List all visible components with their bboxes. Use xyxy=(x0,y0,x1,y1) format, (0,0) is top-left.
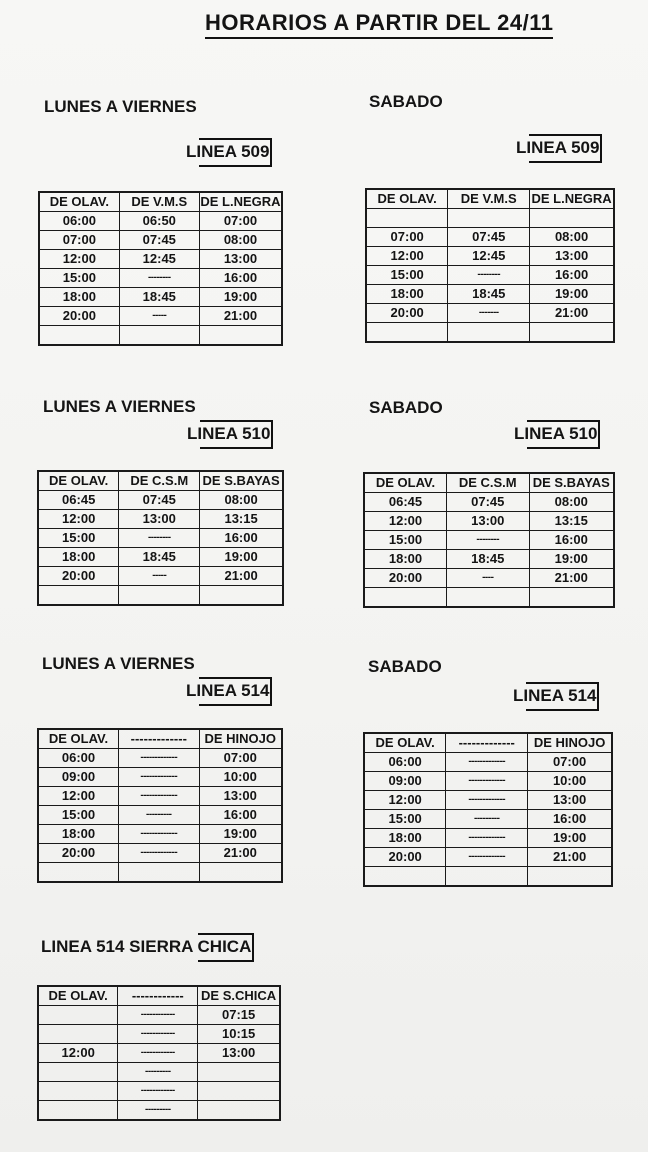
table-cell: 12:00 xyxy=(39,250,119,269)
table-cell xyxy=(119,863,200,883)
table-cell: 06:50 xyxy=(119,212,199,231)
column-header: DE OLAV. xyxy=(38,986,118,1006)
table-row xyxy=(364,493,614,512)
table-row xyxy=(364,550,614,569)
table-cell: 07:45 xyxy=(119,491,200,510)
table-row xyxy=(38,586,283,606)
table-cell: 06:45 xyxy=(38,491,119,510)
table-cell: 13:15 xyxy=(529,512,614,531)
table-row xyxy=(38,863,282,883)
table-row xyxy=(38,787,282,806)
table-cell: ------------ xyxy=(118,1082,198,1101)
table-cell: 12:00 xyxy=(364,791,446,810)
table-cell: 19:00 xyxy=(529,550,614,569)
table-cell: --------- xyxy=(118,1101,198,1121)
table-row xyxy=(39,288,282,307)
table-row xyxy=(38,1006,280,1025)
table-cell: -------- xyxy=(447,531,530,550)
line-label: LINEA 514 xyxy=(513,686,597,705)
table-row xyxy=(38,548,283,567)
table-row xyxy=(364,829,612,848)
table-cell: ------------- xyxy=(119,825,200,844)
table-row xyxy=(366,266,614,285)
table-cell: 13:00 xyxy=(530,247,614,266)
table-cell: 08:00 xyxy=(529,493,614,512)
table-row xyxy=(38,1063,280,1082)
table-cell: ---- xyxy=(447,569,530,588)
table-cell: 06:00 xyxy=(39,212,119,231)
table-cell: ------------- xyxy=(446,791,528,810)
table-cell: ----- xyxy=(119,307,199,326)
line-514-weekday-heading xyxy=(183,679,272,704)
table-cell: 19:00 xyxy=(200,548,283,567)
table-cell xyxy=(38,1025,118,1044)
table-cell: 18:00 xyxy=(38,825,119,844)
table-cell: 09:00 xyxy=(364,772,446,791)
table-cell xyxy=(530,323,614,343)
line-510-saturday-heading xyxy=(511,422,600,447)
table-cell: 12:45 xyxy=(448,247,530,266)
column-header: DE HINOJO xyxy=(528,733,612,753)
column-header: DE OLAV. xyxy=(38,729,119,749)
table-cell: 07:45 xyxy=(447,493,530,512)
schedule-table-514-saturday xyxy=(363,732,613,887)
schedule-table-514-weekday xyxy=(37,728,283,883)
table-cell: 10:00 xyxy=(199,768,282,787)
table-cell: 12:00 xyxy=(38,510,119,529)
table-cell: 06:45 xyxy=(364,493,447,512)
table-cell: 09:00 xyxy=(38,768,119,787)
table-cell: 18:45 xyxy=(447,550,530,569)
table-row xyxy=(364,848,612,867)
schedule-table-509-saturday xyxy=(365,188,615,343)
table-cell: ------- xyxy=(448,304,530,323)
saturday-label-510: SABADO xyxy=(369,398,443,417)
column-header: DE L.NEGRA xyxy=(199,192,282,212)
table-cell: 07:00 xyxy=(199,212,282,231)
table-row xyxy=(38,749,282,768)
header-row xyxy=(38,471,283,491)
table-row xyxy=(366,304,614,323)
sierra-label-framed: CHICA xyxy=(197,937,252,956)
table-cell xyxy=(198,1082,280,1101)
table-row xyxy=(364,867,612,887)
table-cell: -------- xyxy=(119,529,200,548)
table-cell: 18:00 xyxy=(366,285,448,304)
table-row xyxy=(38,491,283,510)
saturday-label-509: SABADO xyxy=(369,92,443,111)
table-cell xyxy=(198,1101,280,1121)
table-cell: ------------- xyxy=(119,787,200,806)
table-row xyxy=(38,1044,280,1063)
table-row xyxy=(364,772,612,791)
line-label: LINEA 510 xyxy=(187,424,271,443)
header-row xyxy=(364,473,614,493)
line-label: LINEA 509 xyxy=(186,142,270,161)
column-header: ------------- xyxy=(119,729,200,749)
table-row xyxy=(38,1101,280,1121)
table-cell: 10:15 xyxy=(198,1025,280,1044)
column-header: DE V.M.S xyxy=(448,189,530,209)
table-cell: 07:00 xyxy=(39,231,119,250)
table-cell: 07:00 xyxy=(199,749,282,768)
line-514-sierra-chica-heading xyxy=(38,935,254,960)
table-cell: 07:00 xyxy=(366,228,448,247)
table-cell xyxy=(38,1063,118,1082)
weekday-label-510: LUNES A VIERNES xyxy=(43,397,196,416)
table-row xyxy=(366,285,614,304)
line-label: LINEA 514 xyxy=(186,681,270,700)
table-cell: -------- xyxy=(448,266,530,285)
table-cell: 21:00 xyxy=(529,569,614,588)
table-cell xyxy=(366,323,448,343)
table-cell xyxy=(364,867,446,887)
column-header: DE HINOJO xyxy=(199,729,282,749)
table-cell: 20:00 xyxy=(364,848,446,867)
table-cell: ----- xyxy=(119,567,200,586)
table-cell xyxy=(39,326,119,346)
line-509-saturday-heading xyxy=(513,136,602,161)
column-header: DE V.M.S xyxy=(119,192,199,212)
table-cell: --------- xyxy=(119,806,200,825)
table-row xyxy=(364,531,614,550)
table-cell xyxy=(200,586,283,606)
table-cell: 21:00 xyxy=(530,304,614,323)
column-header: ------------ xyxy=(118,986,198,1006)
table-row xyxy=(39,326,282,346)
header-row xyxy=(38,986,280,1006)
table-cell: 15:00 xyxy=(38,529,119,548)
table-cell: 08:00 xyxy=(200,491,283,510)
table-row xyxy=(364,569,614,588)
table-cell: 16:00 xyxy=(529,531,614,550)
table-cell: 13:00 xyxy=(199,787,282,806)
table-cell: 13:00 xyxy=(119,510,200,529)
table-row xyxy=(38,768,282,787)
column-header: DE C.S.M xyxy=(119,471,200,491)
table-cell: 06:00 xyxy=(38,749,119,768)
column-header: ------------- xyxy=(446,733,528,753)
table-cell: 12:00 xyxy=(38,787,119,806)
column-header: DE OLAV. xyxy=(39,192,119,212)
schedule-table-510-saturday xyxy=(363,472,615,608)
table-cell xyxy=(199,863,282,883)
table-cell: 07:45 xyxy=(448,228,530,247)
table-cell xyxy=(366,209,448,228)
table-cell: 08:00 xyxy=(199,231,282,250)
schedule-table-510-weekday xyxy=(37,470,284,606)
table-cell: ------------- xyxy=(446,848,528,867)
table-cell: 20:00 xyxy=(39,307,119,326)
table-row xyxy=(39,231,282,250)
table-cell: 06:00 xyxy=(364,753,446,772)
table-cell: 10:00 xyxy=(528,772,612,791)
page-title: HORARIOS A PARTIR DEL 24/11 xyxy=(205,10,553,39)
table-cell: 20:00 xyxy=(366,304,448,323)
table-row xyxy=(39,250,282,269)
table-cell xyxy=(530,209,614,228)
table-row xyxy=(364,753,612,772)
table-cell: 19:00 xyxy=(199,288,282,307)
table-cell: 12:00 xyxy=(38,1044,118,1063)
header-row xyxy=(39,192,282,212)
table-cell: 18:45 xyxy=(119,288,199,307)
table-row xyxy=(366,247,614,266)
table-cell: 16:00 xyxy=(528,810,612,829)
schedule-table-514-sierra-chica xyxy=(37,985,281,1121)
column-header: DE OLAV. xyxy=(364,473,447,493)
table-cell: 08:00 xyxy=(530,228,614,247)
table-cell: 19:00 xyxy=(528,829,612,848)
table-cell: 16:00 xyxy=(530,266,614,285)
table-cell xyxy=(446,867,528,887)
column-header: DE OLAV. xyxy=(38,471,119,491)
table-cell: 18:00 xyxy=(364,829,446,848)
table-cell: 21:00 xyxy=(528,848,612,867)
table-row xyxy=(39,307,282,326)
table-cell: 20:00 xyxy=(38,567,119,586)
weekday-label-509: LUNES A VIERNES xyxy=(44,97,197,116)
header-row xyxy=(366,189,614,209)
table-cell xyxy=(198,1063,280,1082)
table-row xyxy=(39,269,282,288)
sierra-label-prefix: LINEA 514 SIERRA xyxy=(41,937,198,956)
table-cell xyxy=(38,1082,118,1101)
table-cell: 07:15 xyxy=(198,1006,280,1025)
line-label: LINEA 510 xyxy=(514,424,598,443)
table-cell: 18:45 xyxy=(448,285,530,304)
table-cell: ------------ xyxy=(118,1044,198,1063)
table-row xyxy=(38,1025,280,1044)
table-cell: ------------- xyxy=(446,829,528,848)
table-cell: 21:00 xyxy=(199,844,282,863)
table-cell: 16:00 xyxy=(199,806,282,825)
table-cell: 15:00 xyxy=(364,810,446,829)
column-header: DE S.BAYAS xyxy=(200,471,283,491)
column-header: DE L.NEGRA xyxy=(530,189,614,209)
table-cell: 13:00 xyxy=(528,791,612,810)
table-cell: 13:15 xyxy=(200,510,283,529)
table-cell xyxy=(38,863,119,883)
table-cell: 21:00 xyxy=(200,567,283,586)
table-row xyxy=(38,567,283,586)
table-cell: --------- xyxy=(446,810,528,829)
table-cell xyxy=(448,209,530,228)
table-row xyxy=(364,588,614,608)
table-cell: --------- xyxy=(118,1063,198,1082)
table-cell: 16:00 xyxy=(200,529,283,548)
table-cell: 13:00 xyxy=(198,1044,280,1063)
table-row xyxy=(366,209,614,228)
table-cell: 15:00 xyxy=(38,806,119,825)
table-cell xyxy=(119,326,199,346)
line-509-weekday-heading xyxy=(183,140,272,165)
table-cell: 07:00 xyxy=(528,753,612,772)
table-cell: 18:00 xyxy=(38,548,119,567)
table-cell: ------------ xyxy=(118,1006,198,1025)
table-row xyxy=(364,791,612,810)
table-cell: -------- xyxy=(119,269,199,288)
table-cell: 12:00 xyxy=(364,512,447,531)
table-cell xyxy=(119,586,200,606)
table-cell: ------------- xyxy=(119,768,200,787)
table-row xyxy=(38,1082,280,1101)
table-cell: ------------ xyxy=(118,1025,198,1044)
table-row xyxy=(38,510,283,529)
table-cell: 19:00 xyxy=(530,285,614,304)
table-cell: 12:00 xyxy=(366,247,448,266)
table-row xyxy=(39,212,282,231)
table-row xyxy=(38,825,282,844)
table-cell: 20:00 xyxy=(38,844,119,863)
table-row xyxy=(366,323,614,343)
table-cell: 13:00 xyxy=(199,250,282,269)
weekday-label-514: LUNES A VIERNES xyxy=(42,654,195,673)
table-cell: 21:00 xyxy=(199,307,282,326)
table-cell: 15:00 xyxy=(364,531,447,550)
table-cell: 18:45 xyxy=(119,548,200,567)
table-row xyxy=(364,512,614,531)
line-label: LINEA 509 xyxy=(516,138,600,157)
table-cell xyxy=(447,588,530,608)
column-header: DE S.CHICA xyxy=(198,986,280,1006)
line-510-weekday-heading xyxy=(184,422,273,447)
table-row xyxy=(38,529,283,548)
table-row xyxy=(38,806,282,825)
column-header: DE S.BAYAS xyxy=(529,473,614,493)
table-row xyxy=(38,844,282,863)
table-row xyxy=(366,228,614,247)
table-cell xyxy=(529,588,614,608)
table-cell: 15:00 xyxy=(366,266,448,285)
header-row xyxy=(364,733,612,753)
table-cell: 20:00 xyxy=(364,569,447,588)
table-cell: 18:00 xyxy=(364,550,447,569)
table-cell xyxy=(364,588,447,608)
table-cell: 15:00 xyxy=(39,269,119,288)
table-cell: 07:45 xyxy=(119,231,199,250)
table-cell: 12:45 xyxy=(119,250,199,269)
column-header: DE OLAV. xyxy=(366,189,448,209)
header-row xyxy=(38,729,282,749)
table-cell: ------------- xyxy=(119,749,200,768)
table-cell: 16:00 xyxy=(199,269,282,288)
table-cell xyxy=(528,867,612,887)
table-cell xyxy=(448,323,530,343)
table-cell: ------------- xyxy=(446,772,528,791)
table-cell xyxy=(199,326,282,346)
column-header: DE C.S.M xyxy=(447,473,530,493)
table-cell: ------------- xyxy=(446,753,528,772)
table-cell xyxy=(38,1006,118,1025)
table-cell: 18:00 xyxy=(39,288,119,307)
table-cell xyxy=(38,1101,118,1121)
table-cell xyxy=(38,586,119,606)
column-header: DE OLAV. xyxy=(364,733,446,753)
schedule-table-509-weekday xyxy=(38,191,283,346)
table-cell: 19:00 xyxy=(199,825,282,844)
line-514-saturday-heading xyxy=(510,684,599,709)
saturday-label-514: SABADO xyxy=(368,657,442,676)
table-row xyxy=(364,810,612,829)
table-cell: ------------- xyxy=(119,844,200,863)
table-cell: 13:00 xyxy=(447,512,530,531)
